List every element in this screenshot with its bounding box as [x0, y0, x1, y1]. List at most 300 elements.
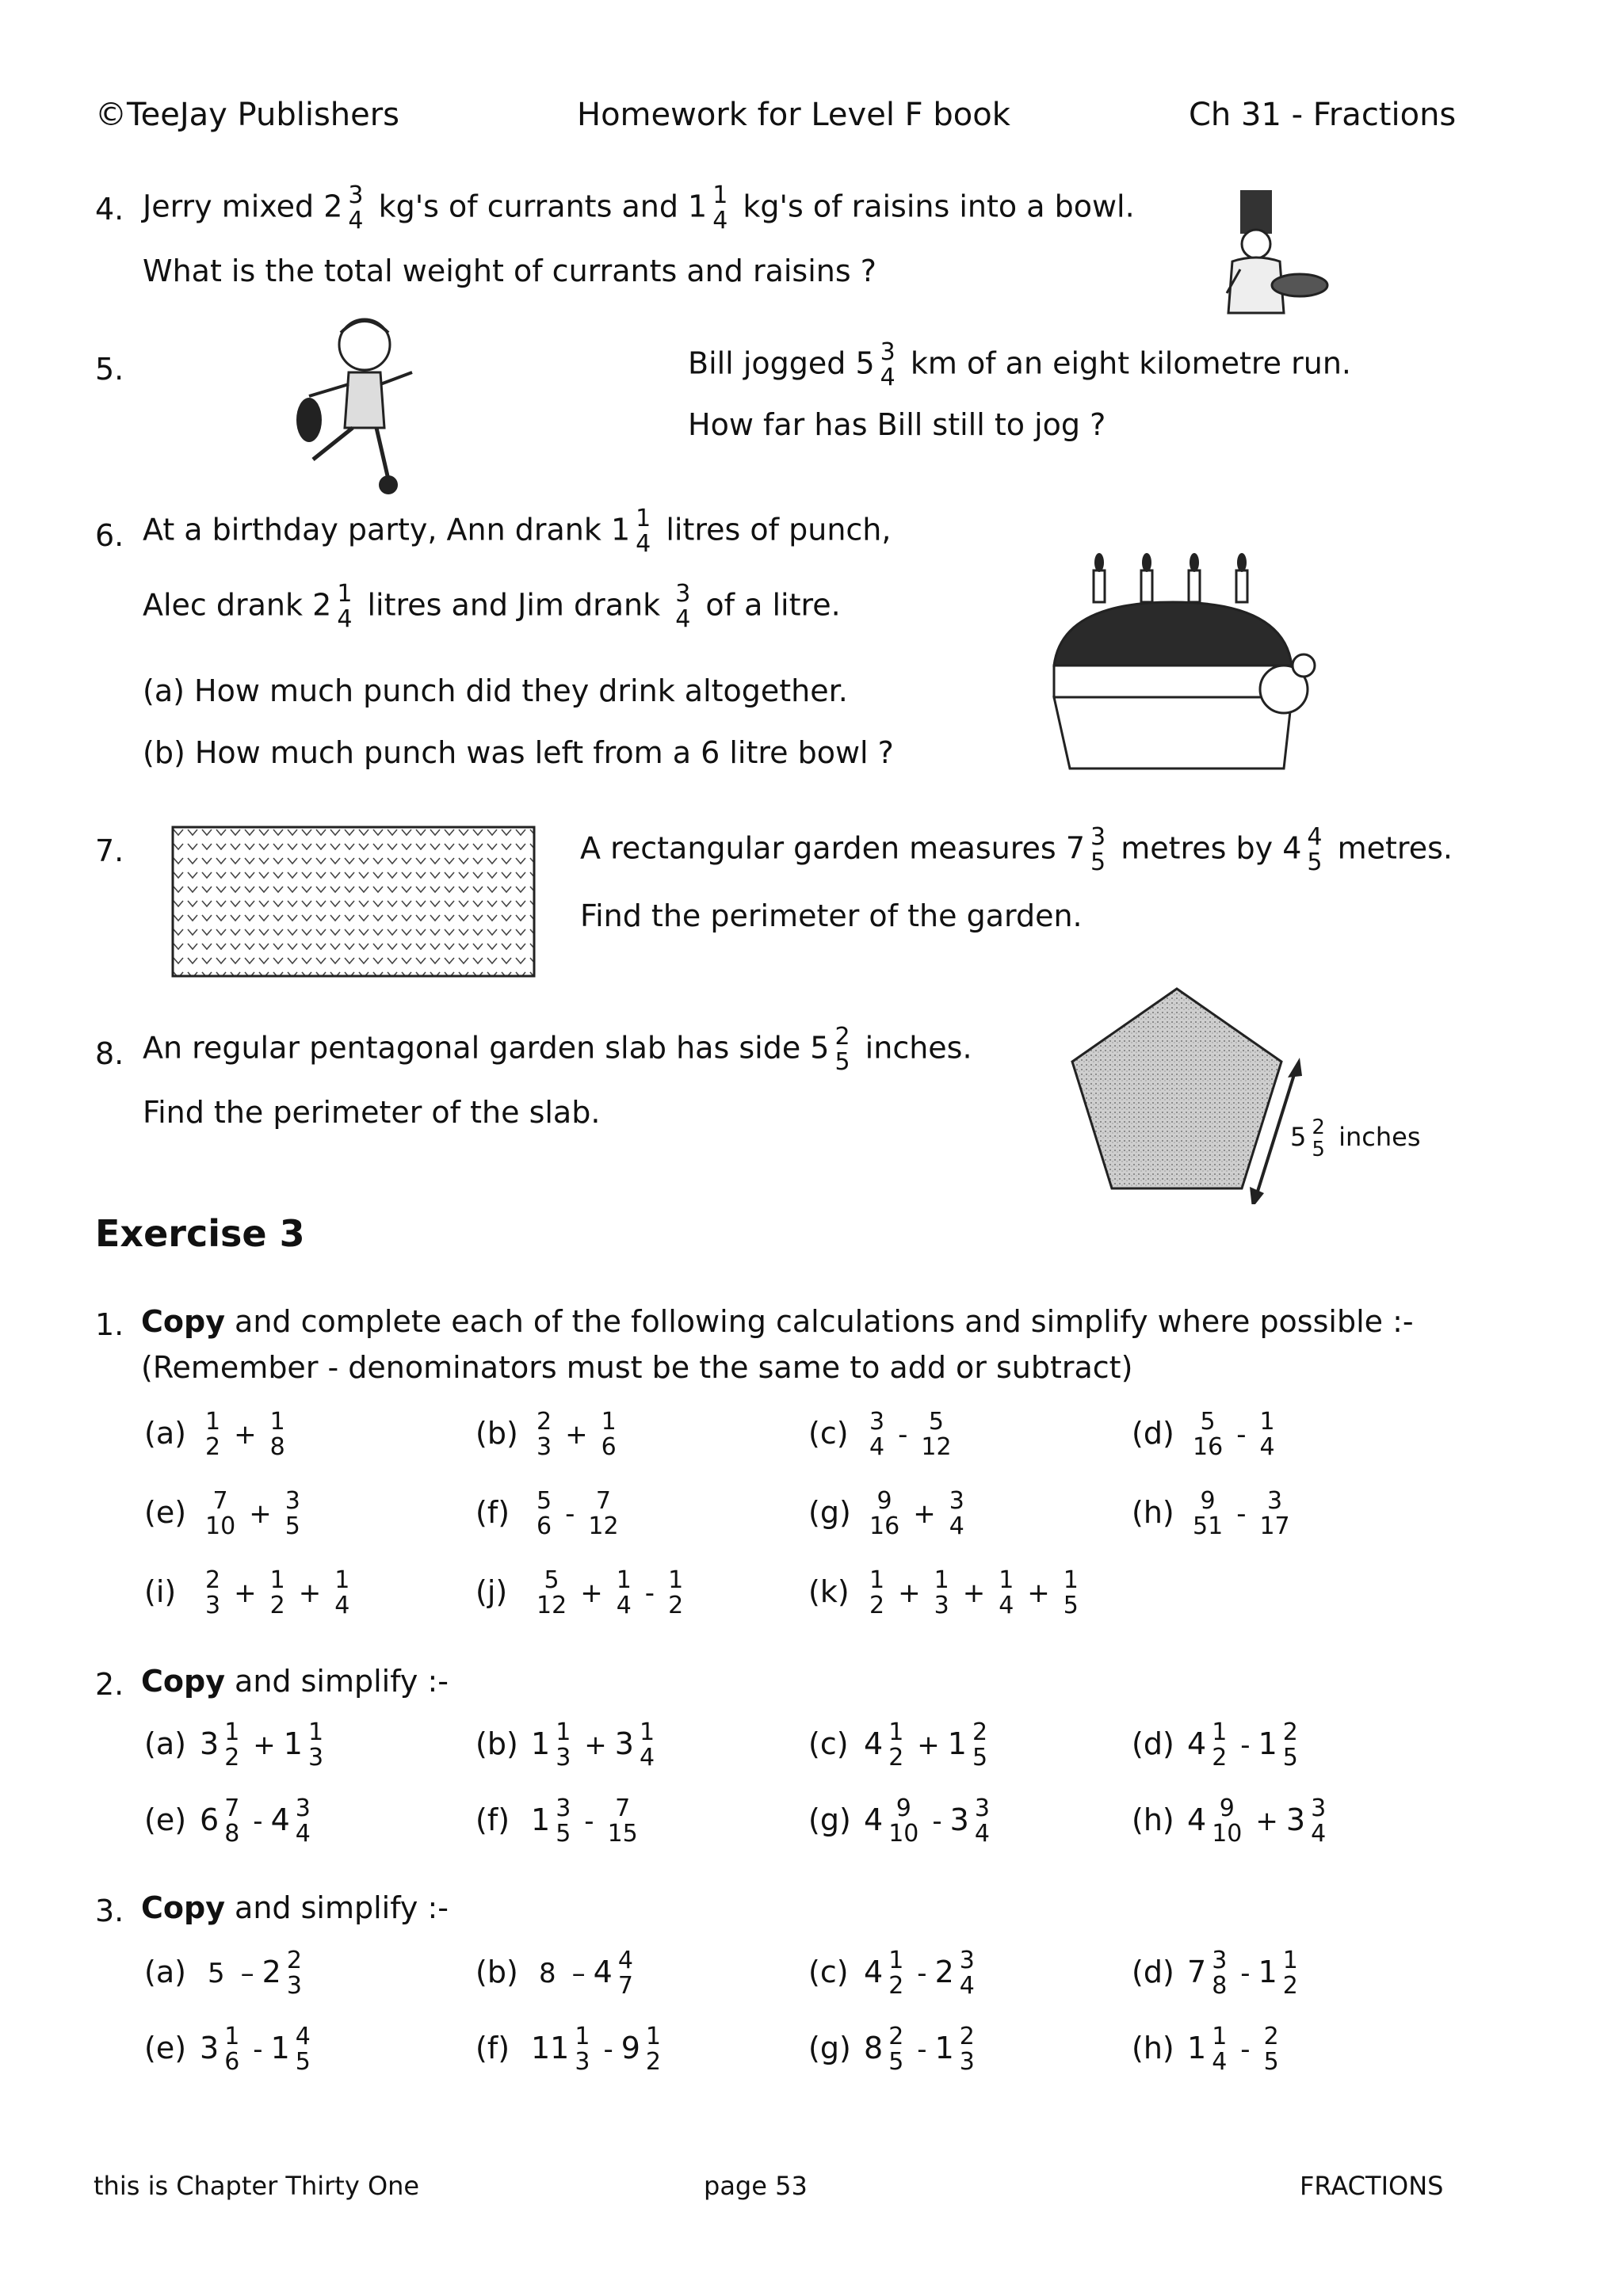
numerator: 1: [888, 1718, 904, 1746]
operator: +: [253, 1729, 276, 1761]
numerator: 1: [639, 1718, 655, 1746]
whole-part: 3: [1285, 1802, 1306, 1837]
mixed-number: [200, 2023, 245, 2076]
whole-part: 7: [1187, 1954, 1207, 1989]
mixed-number: [947, 1718, 993, 1772]
denominator: 3: [959, 2048, 975, 2076]
numerator: 1: [668, 1566, 684, 1594]
chapter-title: Ch 31 - Fractions: [1189, 97, 1457, 133]
fraction-stack: [918, 1410, 953, 1459]
fraction-stack: [886, 1718, 906, 1772]
item-label: (c): [808, 1726, 849, 1761]
calculation-e: [144, 1794, 316, 1848]
calculation-e: [144, 1489, 306, 1539]
question-7-line2: Find the perimeter of the garden.: [580, 898, 1083, 933]
calculation-b: [475, 1410, 622, 1459]
question-6-part-a: (a) How much punch did they drink altogether.: [143, 673, 848, 708]
question-7-line1: A rectangular garden measures 7 3 5 metres by 4 4 5 metres.: [580, 823, 1453, 876]
mixed-number: [1187, 1794, 1247, 1848]
calculation-g: [808, 1489, 970, 1539]
question-5-line1: Bill jogged 5 3 4 km of an eight kilometre run.: [688, 338, 1352, 391]
denominator: 2: [205, 1433, 221, 1461]
denominator: 3: [575, 2048, 590, 2076]
whole-part: 1: [283, 1726, 303, 1761]
item-label: (c): [808, 1954, 849, 1989]
fraction-stack: [1209, 1794, 1244, 1848]
numerator: 7: [595, 1487, 612, 1515]
item-label: (f): [475, 1494, 510, 1530]
calculation-g: [808, 1794, 995, 1848]
fraction-stack: [1262, 2025, 1281, 2074]
whole-part: 1: [531, 1726, 551, 1761]
operator: +: [234, 1577, 257, 1609]
operator: +: [917, 1729, 940, 1761]
mixed-number: [1285, 1794, 1331, 1848]
fraction: [1258, 2023, 1285, 2076]
fraction-stack: [616, 1949, 636, 1998]
question-4-line1: Jerry mixed 2 3 4 kg's of currants and 1 1 4 kg's of raisins into a bowl.: [143, 181, 1135, 235]
fraction: [596, 1408, 622, 1461]
denominator: 4: [1311, 1820, 1327, 1848]
numerator: 1: [1063, 1566, 1079, 1594]
numerator: 3: [949, 1487, 964, 1515]
item-label: (d): [1132, 1415, 1174, 1451]
fraction-stack: [637, 1718, 657, 1772]
fraction-stack: [947, 1489, 967, 1539]
operator: +: [234, 1418, 257, 1451]
denominator: 3: [537, 1433, 552, 1461]
denominator: 5: [295, 2048, 311, 2076]
fraction: [265, 1566, 291, 1619]
whole-part: 6: [200, 1802, 220, 1837]
fraction-stack: [572, 2025, 592, 2074]
book-title: Homework for Level F book: [577, 97, 1010, 133]
numerator: 1: [334, 1566, 350, 1594]
numerator: 1: [601, 1408, 617, 1436]
fraction-stack: [203, 1566, 223, 1619]
calculation-f: [475, 2025, 666, 2074]
fraction: [611, 1566, 637, 1619]
whole-part: 1: [1258, 1954, 1277, 1989]
denominator: 15: [607, 1820, 638, 1848]
operator: -: [584, 1805, 594, 1837]
mixed-number: [1187, 1947, 1232, 2000]
calculation-h: [1132, 2025, 1285, 2074]
question-7-number: 7.: [95, 833, 124, 868]
fraction-stack: [268, 1410, 288, 1459]
numerator: 1: [269, 1566, 285, 1594]
denominator: 4: [295, 1820, 311, 1848]
denominator: 2: [1282, 1972, 1298, 2000]
item-label: (g): [808, 1494, 851, 1530]
fraction-stack: [1257, 1489, 1292, 1539]
numerator: 5: [544, 1566, 559, 1594]
fraction-stack: [932, 1566, 952, 1619]
whole-part: 1: [947, 1726, 967, 1761]
numerator: 4: [295, 2023, 311, 2050]
item-label: (f): [475, 2030, 510, 2065]
numerator: 9: [1200, 1487, 1216, 1515]
fraction-stack: [666, 1566, 685, 1619]
calculation-d: [1132, 1410, 1281, 1459]
fraction: [1254, 1487, 1295, 1540]
calculation-a: [144, 1949, 307, 1998]
numerator: 2: [888, 2023, 904, 2050]
fraction-stack: [886, 1794, 921, 1848]
calculation-d: [1132, 1718, 1304, 1772]
fraction-stack: [222, 1718, 242, 1772]
fraction: [582, 1487, 624, 1540]
mixed-number: [934, 2023, 980, 2076]
whole-number: 5: [208, 1957, 225, 1989]
denominator: 4: [1212, 2048, 1228, 2076]
numerator: 3: [285, 1487, 300, 1515]
fraction-stack: [222, 1794, 242, 1848]
fraction-stack: [1281, 1949, 1300, 1998]
fraction-stack: [970, 1718, 990, 1772]
question-8-line1: An regular pentagonal garden slab has side 5 2 5 inches.: [143, 1023, 972, 1076]
fraction-stack: [1308, 1794, 1328, 1848]
mixed-number: [270, 2023, 316, 2076]
calculation-b: [475, 1718, 660, 1772]
exercise-q1-note: (Remember - denominators must be the same to add or subtract): [141, 1350, 1133, 1385]
fraction-stack: [996, 1566, 1016, 1619]
numerator: 2: [205, 1566, 221, 1594]
fraction-stack: [867, 1489, 902, 1539]
denominator: 3: [934, 1592, 949, 1619]
numerator: 7: [224, 1794, 240, 1822]
mixed-number: [1258, 1947, 1304, 2000]
fraction: [531, 1487, 557, 1540]
numerator: 1: [307, 1718, 324, 1746]
item-label: (d): [1132, 1726, 1174, 1761]
item-label: (h): [1132, 1494, 1174, 1530]
denominator: 5: [1282, 1744, 1298, 1772]
denominator: 17: [1259, 1512, 1290, 1540]
denominator: 3: [286, 1972, 302, 2000]
operator: +: [1027, 1577, 1050, 1609]
whole-part: 2: [934, 1954, 954, 1989]
whole-part: 4: [864, 1954, 884, 1989]
operator: -: [603, 2033, 613, 2065]
numerator: 1: [224, 2023, 240, 2050]
item-label: (e): [144, 2030, 187, 2065]
denominator: 4: [1259, 1433, 1275, 1461]
numerator: 1: [645, 2023, 662, 2050]
exercise-title: Exercise 3: [95, 1212, 305, 1255]
item-label: (b): [475, 1954, 518, 1989]
fraction: [265, 1408, 291, 1461]
numerator: 7: [212, 1487, 228, 1515]
operator: -: [1240, 1729, 1251, 1761]
whole-part: 3: [614, 1726, 634, 1761]
fraction-stack: [293, 1794, 313, 1848]
numerator: 3: [974, 1794, 990, 1822]
mixed-number: [200, 1718, 245, 1772]
mixed-number: [864, 1947, 909, 2000]
numerator: 1: [999, 1566, 1014, 1594]
exercise-q3-number: 3.: [95, 1894, 124, 1928]
fraction-stack: [867, 1566, 887, 1619]
mixed-number: [621, 2023, 666, 2076]
operator: +: [565, 1418, 588, 1451]
denominator: 4: [334, 1592, 350, 1619]
pentagon-slab: [1066, 982, 1319, 1204]
calculation-d: [1132, 1949, 1304, 1998]
numerator: 3: [1311, 1794, 1327, 1822]
item-label: (f): [475, 1802, 510, 1837]
operator: -: [917, 1957, 927, 1989]
denominator: 7: [617, 1972, 633, 2000]
fraction-stack: [972, 1794, 992, 1848]
cake-illustration: [1046, 531, 1331, 784]
fraction: [200, 1487, 241, 1540]
fraction: [944, 1487, 970, 1540]
operator: +: [584, 1729, 607, 1761]
denominator: 4: [949, 1512, 964, 1540]
operator: -: [253, 1805, 263, 1837]
denominator: 8: [224, 1820, 240, 1848]
fraction-stack: [283, 1489, 303, 1539]
item-label: (g): [808, 2030, 851, 2065]
publisher-label: ©TeeJay Publishers: [95, 97, 400, 133]
question-4-line2: What is the total weight of currants and raisins ?: [143, 254, 876, 288]
numerator: 1: [205, 1408, 221, 1436]
item-label: (a): [144, 1726, 186, 1761]
numerator: 5: [928, 1408, 945, 1436]
calculation-f: [475, 1794, 643, 1848]
numerator: 3: [1267, 1487, 1283, 1515]
fraction-stack: [1209, 1949, 1229, 1998]
denominator: 5: [556, 1820, 571, 1848]
operator: +: [898, 1577, 921, 1609]
denominator: 12: [921, 1433, 952, 1461]
exercise-q2-instruction: Copy and simplify :-: [141, 1664, 449, 1699]
fraction: [200, 1566, 226, 1619]
denominator: 5: [1263, 2048, 1279, 2076]
fraction-stack: [1190, 1410, 1225, 1459]
item-label: (h): [1132, 1802, 1174, 1837]
denominator: 2: [869, 1592, 885, 1619]
fraction: [531, 1408, 557, 1461]
numerator: 9: [876, 1487, 892, 1515]
denominator: 5: [285, 1512, 300, 1540]
pentagon-side-label: 5 2 5 inches: [1290, 1116, 1421, 1161]
calculation-j: [475, 1566, 689, 1619]
fraction-stack: [586, 1489, 621, 1539]
denominator: 4: [959, 1972, 975, 2000]
operator: –: [240, 1957, 254, 1989]
operator: -: [565, 1497, 575, 1530]
fraction-stack: [1190, 1489, 1225, 1539]
mixed-number: [200, 1794, 245, 1848]
denominator: 2: [645, 2048, 662, 2076]
calculation-f: [475, 1489, 624, 1539]
fraction-stack: [534, 1410, 554, 1459]
whole-part: 4: [864, 1726, 884, 1761]
whole-part: 3: [200, 1726, 220, 1761]
fraction: [280, 1487, 306, 1540]
numerator: 1: [934, 1566, 949, 1594]
fraction: [1187, 1487, 1228, 1540]
denominator: 2: [668, 1592, 684, 1619]
whole-part: 4: [270, 1802, 290, 1837]
operator: +: [962, 1577, 986, 1609]
fraction: [1187, 1408, 1228, 1461]
question-6-part-b: (b) How much punch was left from a 6 litre bowl ?: [143, 735, 894, 770]
fraction: [864, 1487, 905, 1540]
mixed-number: [262, 1947, 307, 2000]
operator: -: [644, 1577, 655, 1609]
whole-number: 8: [539, 1957, 556, 1989]
question-8-line2: Find the perimeter of the slab.: [143, 1095, 601, 1130]
operator: -: [932, 1805, 942, 1837]
fraction-stack: [1257, 1410, 1277, 1459]
numerator: 2: [959, 2023, 975, 2050]
denominator: 5: [1063, 1592, 1079, 1619]
denominator: 4: [616, 1592, 632, 1619]
denominator: 2: [888, 1972, 904, 2000]
fraction-stack: [285, 1949, 304, 1998]
numerator: 5: [1200, 1408, 1216, 1436]
whole-part: 4: [864, 1802, 884, 1837]
numerator: 1: [575, 2023, 590, 2050]
exercise-q1-number: 1.: [95, 1307, 124, 1342]
mixed-number: [934, 1947, 980, 2000]
calculation-k: [808, 1566, 1084, 1619]
footer-page-number: page 53: [704, 2171, 808, 2201]
operator: +: [913, 1497, 936, 1530]
numerator: 3: [1212, 1947, 1228, 1974]
whole-part: 9: [621, 2030, 640, 2065]
denominator: 6: [601, 1433, 617, 1461]
fraction-stack: [867, 1410, 887, 1459]
item-label: (g): [808, 1802, 851, 1837]
denominator: 16: [869, 1512, 900, 1540]
calculation-c: [808, 1949, 980, 1998]
numerator: 3: [959, 1947, 975, 1974]
fraction-stack: [886, 1949, 906, 1998]
denominator: 4: [999, 1592, 1014, 1619]
item-label: (a): [144, 1415, 186, 1451]
item-label: (e): [144, 1494, 187, 1530]
denominator: 5: [888, 2048, 904, 2076]
fraction-stack: [553, 1794, 573, 1848]
fraction-stack: [1209, 2025, 1229, 2074]
denominator: 10: [1212, 1820, 1243, 1848]
operator: -: [917, 2033, 927, 2065]
numerator: 3: [556, 1794, 571, 1822]
calculation-a: [144, 1410, 291, 1459]
operator: -: [1240, 2033, 1251, 2065]
calculation-c: [808, 1718, 993, 1772]
operator: -: [898, 1418, 908, 1451]
denominator: 2: [224, 1744, 240, 1772]
calculation-c: [808, 1410, 957, 1459]
denominator: 8: [1212, 1972, 1228, 2000]
numerator: 9: [1219, 1794, 1235, 1822]
fraction-stack: [599, 1410, 619, 1459]
mixed-number: [864, 1794, 924, 1848]
denominator: 2: [888, 1744, 904, 1772]
fraction: [1254, 1408, 1280, 1461]
denominator: 2: [1212, 1744, 1228, 1772]
item-label: (j): [475, 1573, 508, 1609]
whole-part: 1: [531, 1802, 551, 1837]
operator: +: [580, 1577, 603, 1609]
fraction: [993, 1566, 1019, 1619]
fraction-stack: [1209, 1718, 1229, 1772]
denominator: 12: [537, 1592, 567, 1619]
numerator: 3: [869, 1408, 885, 1436]
numerator: 1: [224, 1718, 240, 1746]
item-label: (d): [1132, 1954, 1174, 1989]
numerator: 9: [896, 1794, 911, 1822]
fraction-stack: [957, 2025, 977, 2074]
fraction-stack: [268, 1566, 288, 1619]
whole-part: 4: [593, 1954, 613, 1989]
fraction: [864, 1566, 890, 1619]
item-label: (b): [475, 1726, 518, 1761]
fraction: [602, 1794, 643, 1848]
numerator: 1: [869, 1566, 885, 1594]
mixed-number: [864, 2023, 909, 2076]
question-4-number: 4.: [95, 192, 124, 227]
whole-part: 3: [949, 1802, 969, 1837]
mixed-number: [270, 1794, 316, 1848]
denominator: 2: [269, 1592, 285, 1619]
denominator: 10: [205, 1512, 236, 1540]
denominator: 10: [888, 1820, 919, 1848]
fraction: [915, 1408, 957, 1461]
numerator: 5: [537, 1487, 552, 1515]
denominator: 4: [639, 1744, 655, 1772]
item-label: (c): [808, 1415, 849, 1451]
item-label: (k): [808, 1573, 850, 1609]
whole-part: 4: [1187, 1802, 1207, 1837]
fraction: [531, 1566, 572, 1619]
calculation-h: [1132, 1489, 1296, 1539]
whole-part: 8: [864, 2030, 884, 2065]
numerator: 4: [617, 1947, 633, 1974]
fraction-stack: [643, 2025, 663, 2074]
numerator: 1: [1282, 1947, 1298, 1974]
denominator: 4: [869, 1433, 885, 1461]
jogger-illustration: [285, 309, 428, 499]
item-label: (h): [1132, 2030, 1174, 2065]
fraction: [864, 1408, 890, 1461]
fraction-stack: [886, 2025, 906, 2074]
mixed-number: [1187, 1718, 1232, 1772]
denominator: 3: [307, 1744, 324, 1772]
numerator: 2: [537, 1408, 552, 1436]
question-8-number: 8.: [95, 1036, 124, 1071]
numerator: 1: [1259, 1408, 1275, 1436]
whole-part: 1: [1187, 2030, 1207, 2065]
whole-part: 1: [1258, 1726, 1277, 1761]
garden-rectangle: [171, 826, 536, 978]
fraction-stack: [1061, 1566, 1081, 1619]
operator: +: [1255, 1805, 1278, 1837]
whole-part: 4: [1187, 1726, 1207, 1761]
whole-part: 11: [531, 2030, 570, 2065]
operator: -: [253, 2033, 263, 2065]
exercise-q1-instruction: Copy and complete each of the following calculations and simplify where possible :-: [141, 1304, 1414, 1339]
numerator: 3: [295, 1794, 311, 1822]
mixed-number: [864, 1718, 909, 1772]
operator: -: [1236, 1418, 1247, 1451]
denominator: 12: [588, 1512, 619, 1540]
